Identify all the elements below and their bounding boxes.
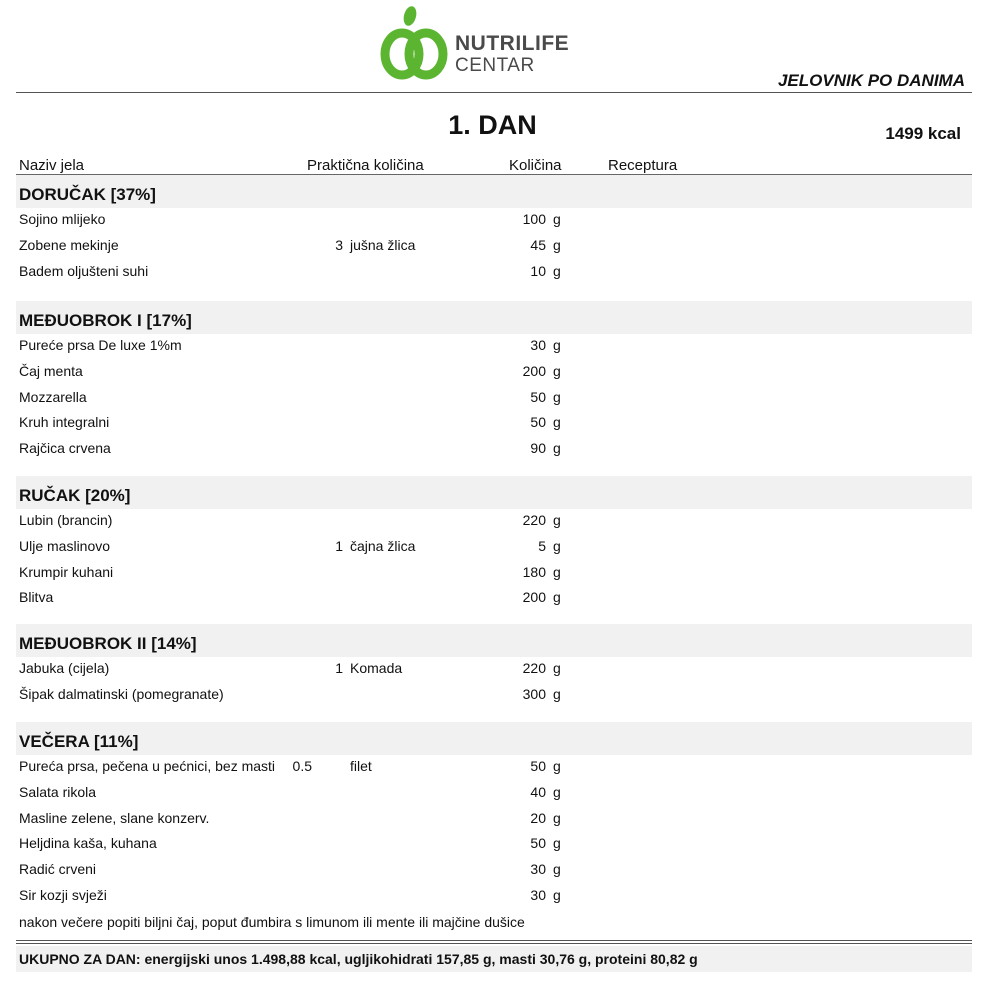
meal-title: MEĐUOBROK I [17%] xyxy=(19,311,192,330)
food-item-unit: g xyxy=(553,861,561,877)
meal-header-band xyxy=(16,476,972,509)
column-header-quantity: Količina xyxy=(509,157,562,174)
food-item-name: Mozzarella xyxy=(19,389,87,405)
food-item-name: Sojino mlijeko xyxy=(19,211,106,227)
food-item-name: Radić crveni xyxy=(19,861,97,877)
food-item-unit: g xyxy=(553,887,561,903)
practical-unit: jušna žlica xyxy=(350,237,416,253)
food-item-name: Ulje maslinovo xyxy=(19,538,111,554)
food-item-quantity: 200 xyxy=(522,589,546,605)
food-item-unit: g xyxy=(553,538,561,554)
food-item-name: Rajčica crvena xyxy=(19,440,111,456)
column-header-recipe: Receptura xyxy=(608,157,678,174)
food-item-name: Lubin (brancin) xyxy=(19,512,113,528)
food-item-name: Heljdina kaša, kuhana xyxy=(19,835,157,851)
meal-title: DORUČAK [37%] xyxy=(19,185,156,204)
food-item-unit: g xyxy=(553,686,561,702)
food-item-name: Blitva xyxy=(19,589,54,605)
food-item-quantity: 50 xyxy=(530,835,546,851)
food-item-quantity: 30 xyxy=(530,337,546,353)
food-item-quantity: 50 xyxy=(530,389,546,405)
practical-amount: 1 xyxy=(335,538,343,554)
dinner-note: nakon večere popiti biljni čaj, poput đumbira s limunom ili mente ili majčine dušice xyxy=(19,914,525,930)
food-item-unit: g xyxy=(553,389,561,405)
daily-total: UKUPNO ZA DAN: energijski unos 1.498,88 kcal, ugljikohidrati 157,85 g, masti 30,76 g, proteini 80,82 g xyxy=(19,951,698,967)
food-item-name: Masline zelene, slane konzerv. xyxy=(19,810,210,826)
food-item-quantity: 10 xyxy=(530,263,546,279)
practical-amount: 3 xyxy=(335,237,343,253)
practical-unit: čajna žlica xyxy=(350,538,416,554)
food-item-quantity: 30 xyxy=(530,861,546,877)
food-item-name: Čaj menta xyxy=(19,363,83,379)
food-item-quantity: 220 xyxy=(522,512,546,528)
food-item-unit: g xyxy=(553,363,561,379)
food-item-unit: g xyxy=(553,211,561,227)
food-item-quantity: 5 xyxy=(538,538,546,554)
meal-header-band xyxy=(16,722,972,755)
food-item-quantity: 200 xyxy=(522,363,546,379)
food-item-name: Jabuka (cijela) xyxy=(19,660,110,676)
food-item-name: Salata rikola xyxy=(19,784,97,800)
food-item-quantity: 20 xyxy=(530,810,546,826)
food-item-name: Sir kozji svježi xyxy=(19,887,107,903)
food-item-name: Kruh integralni xyxy=(19,414,110,430)
food-item-unit: g xyxy=(553,758,561,774)
meal-title: MEĐUOBROK II [14%] xyxy=(19,634,197,653)
food-item-name: Zobene mekinje xyxy=(19,237,119,253)
footer-divider-second xyxy=(16,943,972,944)
food-item-quantity: 50 xyxy=(530,758,546,774)
day-title: 1. DAN xyxy=(448,110,537,140)
food-item-quantity: 180 xyxy=(522,564,546,580)
meal-title: VEČERA [11%] xyxy=(19,732,139,751)
food-item-quantity: 90 xyxy=(530,440,546,456)
document-title: JELOVNIK PO DANIMA xyxy=(777,71,965,90)
food-item-unit: g xyxy=(553,440,561,456)
food-item-quantity: 30 xyxy=(530,887,546,903)
food-item-name: Pureće prsa De luxe 1%m xyxy=(19,337,182,353)
food-item-unit: g xyxy=(553,263,561,279)
food-item-unit: g xyxy=(553,564,561,580)
food-item-quantity: 45 xyxy=(530,237,546,253)
food-item-quantity: 40 xyxy=(530,784,546,800)
brand-name: NUTRILIFE xyxy=(455,32,570,55)
brand-subtitle: CENTAR xyxy=(455,55,535,76)
food-item-quantity: 220 xyxy=(522,660,546,676)
practical-amount: 0.5 xyxy=(292,758,312,774)
food-item-unit: g xyxy=(553,589,561,605)
food-item-name: Pureća prsa, pečena u pećnici, bez masti xyxy=(19,758,276,774)
meal-title: RUČAK [20%] xyxy=(19,486,131,505)
food-item-unit: g xyxy=(553,237,561,253)
food-item-name: Badem oljušteni suhi xyxy=(19,263,149,279)
food-item-name: Krumpir kuhani xyxy=(19,564,114,580)
meal-header-band xyxy=(16,175,972,208)
footer-divider xyxy=(16,940,972,941)
food-item-quantity: 50 xyxy=(530,414,546,430)
day-kcal: 1499 kcal xyxy=(885,124,961,143)
food-item-unit: g xyxy=(553,337,561,353)
column-header-name: Naziv jela xyxy=(19,157,85,174)
column-header-practical: Praktična količina xyxy=(307,157,424,174)
food-item-unit: g xyxy=(553,784,561,800)
food-item-quantity: 300 xyxy=(522,686,546,702)
food-item-unit: g xyxy=(553,660,561,676)
practical-amount: 1 xyxy=(335,660,343,676)
food-item-unit: g xyxy=(553,835,561,851)
food-item-quantity: 100 xyxy=(522,211,546,227)
food-item-name: Šipak dalmatinski (pomegranate) xyxy=(19,686,224,702)
food-item-unit: g xyxy=(553,512,561,528)
food-item-unit: g xyxy=(553,414,561,430)
practical-unit: filet xyxy=(350,758,372,774)
practical-unit: Komada xyxy=(350,660,403,676)
food-item-unit: g xyxy=(553,810,561,826)
